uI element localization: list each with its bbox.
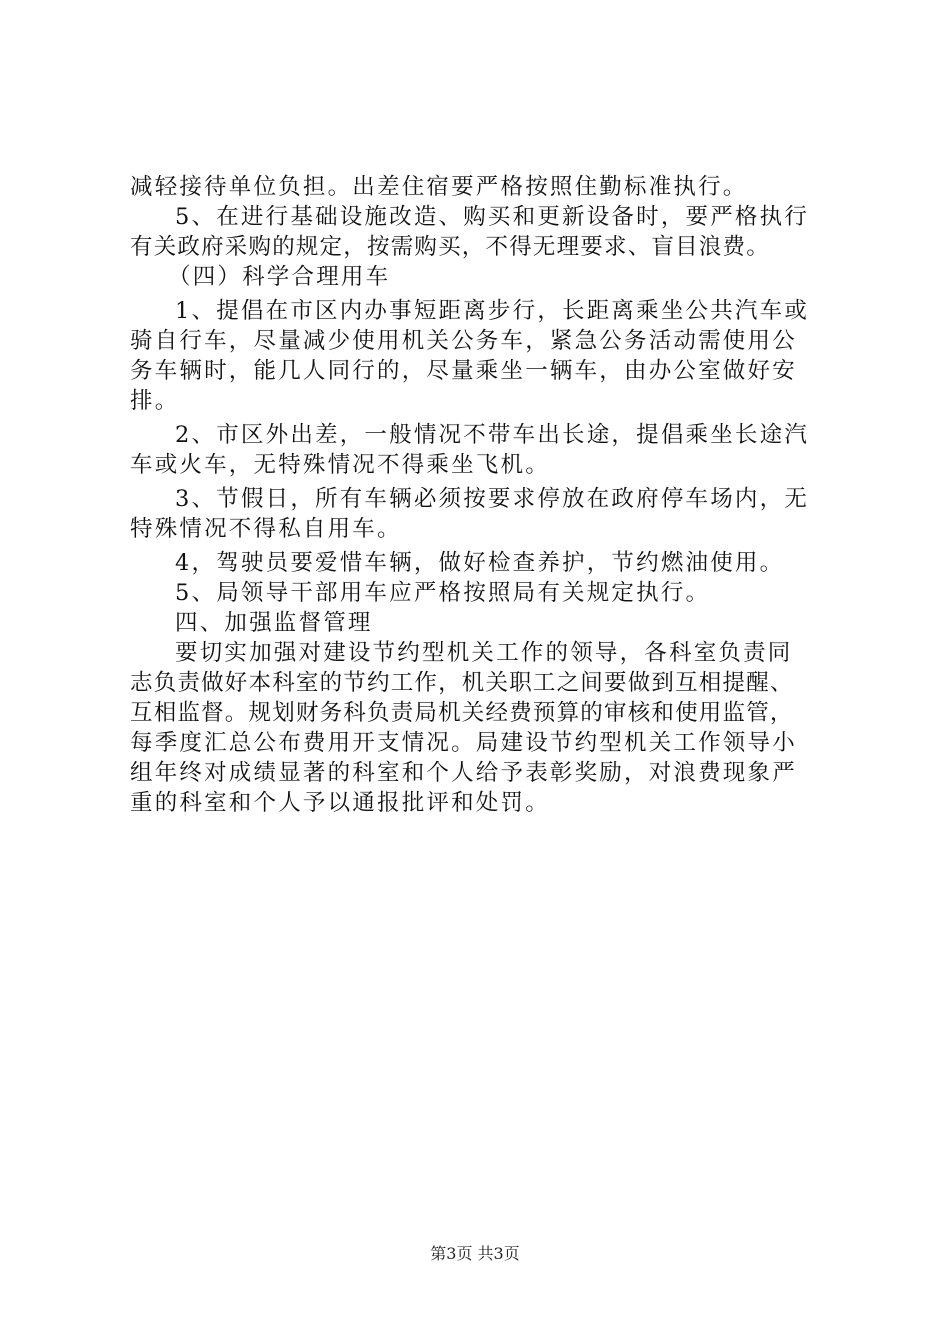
paragraph-line: 5、在进行基础设施改造、购买和更新设备时，要严格执行 [175, 204, 810, 230]
paragraph-line: 车或火车，无特殊情况不得乘坐飞机。 [130, 452, 550, 478]
document-body [130, 172, 830, 818]
paragraph-line: 互相监督。规划财务科负责局机关经费预算的审核和使用监管， [130, 700, 794, 726]
paragraph-line: 有关政府采购的规定，按需购买，不得无理要求、盲目浪费。 [130, 234, 770, 260]
paragraph-line: 减轻接待单位负担。出差住宿要严格按照住勤标准执行。 [130, 174, 748, 200]
paragraph-line: 2、市区外出差，一般情况不带车出长途，提倡乘坐长途汽 [175, 422, 810, 448]
paragraph-line: 志负责做好本科室的节约工作，机关职工之间要做到互相提醒、 [130, 670, 794, 696]
paragraph-line: 骑自行车，尽量减少使用机关公务车，紧急公务活动需使用公 [130, 328, 797, 354]
paragraph-line: 5、局领导干部用车应严格按照局有关规定执行。 [175, 580, 711, 606]
paragraph-line: 重的科室和个人予以通报批评和处罚。 [130, 790, 550, 816]
paragraph-line: 特殊情况不得私自用车。 [130, 516, 402, 542]
paragraph-line: 组年终对成绩显著的科室和个人给予表彰奖励，对浪费现象严 [130, 760, 797, 786]
paragraph-line: 要切实加强对建设节约型机关工作的领导，各科室负责同 [175, 640, 793, 666]
paragraph-line: 4，驾驶员要爱惜车辆，做好检查养护，节约燃油使用。 [175, 550, 785, 576]
page-number-footer: 第3页 共3页 [430, 1244, 520, 1263]
paragraph-line: 务车辆时，能几人同行的，尽量乘坐一辆车，由办公室做好安 [130, 358, 797, 384]
paragraph-line: 排。 [130, 388, 180, 414]
paragraph-line: 1、提倡在市区内办事短距离步行，长距离乘坐公共汽车或 [175, 298, 810, 324]
paragraph-line: 3、节假日，所有车辆必须按要求停放在政府停车场内，无 [175, 486, 810, 512]
section-heading: 四、加强监督管理 [175, 610, 373, 636]
paragraph-line: 每季度汇总公布费用开支情况。局建设节约型机关工作领导小 [130, 730, 797, 756]
section-heading: （四）科学合理用车 [168, 264, 391, 290]
